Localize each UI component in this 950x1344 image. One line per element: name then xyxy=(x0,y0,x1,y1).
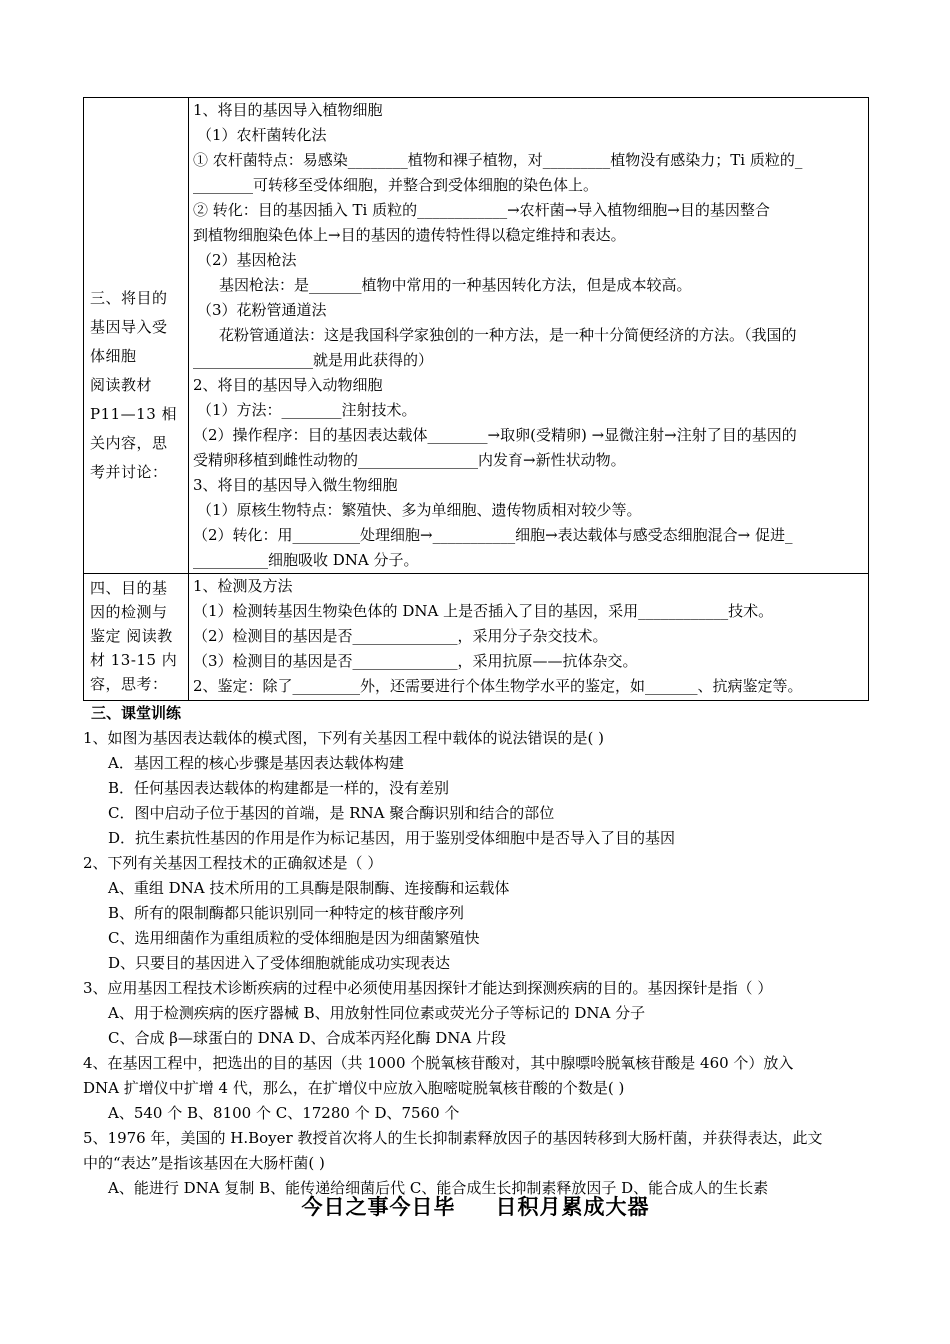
question-2-option: C、选用细菌作为重组质粒的受体细胞是因为细菌繁殖快 xyxy=(108,929,480,947)
content-line: 3、将目的基因导入微生物细胞 xyxy=(193,476,398,494)
question-2-option: A、重组 DNA 技术所用的工具酶是限制酶、连接酶和运载体 xyxy=(108,879,510,897)
question-2: 2、下列有关基因工程技术的正确叙述是（ ） xyxy=(83,854,383,872)
content-line: 受精卵移植到雌性动物的________________内发育→新性状动物。 xyxy=(193,451,626,469)
exercises-section xyxy=(83,701,868,1201)
section-4-label: 材 13-15 内 xyxy=(90,651,178,669)
question-5-options: A、能进行 DNA 复制 B、能传递给细菌后代 C、能合成生长抑制素释放因子 D、能合成人的生长素 xyxy=(108,1179,769,1197)
content-line: （2）检测目的基因是否______________，采用分子杂交技术。 xyxy=(193,627,608,645)
content-line: ________________就是用此获得的） xyxy=(193,351,434,369)
content-line: （3）检测目的基因是否______________，采用抗原——抗体杂交。 xyxy=(193,652,638,670)
section-4-content-cell xyxy=(189,574,869,701)
exercises-heading: 三、课堂训练 xyxy=(91,704,182,722)
section-4-label-cell xyxy=(84,574,189,701)
question-1-option: C．图中启动子位于基因的首端，是 RNA 聚合酶识别和结合的部位 xyxy=(108,804,555,822)
content-line: 1、检测及方法 xyxy=(193,577,293,595)
section-3-label: 基因导入受 xyxy=(90,318,168,336)
content-line: （1）检测转基因生物染色体的 DNA 上是否插入了目的基因，采用____________技术。 xyxy=(193,602,774,620)
motto xyxy=(83,1191,868,1221)
content-line: （3）花粉管通道法 xyxy=(197,301,327,319)
section-4-label: 四、目的基 xyxy=(90,579,168,597)
question-2-option: B、所有的限制酶都只能识别同一种特定的核苷酸序列 xyxy=(108,904,465,922)
content-line: 花粉管通道法：这是我国科学家独创的一种方法，是一种十分简便经济的方法。（我国的 xyxy=(219,326,797,344)
study-table xyxy=(83,97,869,701)
question-3: 3、应用基因工程技术诊断疾病的过程中必须使用基因探针才能达到探测疾病的目的。基因探针是指（ ） xyxy=(83,979,773,997)
content-line: 2、将目的基因导入动物细胞 xyxy=(193,376,383,394)
question-1-option: D．抗生素抗性基因的作用是作为标记基因，用于鉴别受体细胞中是否导入了目的基因 xyxy=(108,829,676,847)
section-3-label: 体细胞 xyxy=(90,347,137,365)
section-4-label: 鉴定 阅读教 xyxy=(90,627,173,645)
section-4-label: 因的检测与 xyxy=(90,603,168,621)
question-3-option: A、用于检测疾病的医疗器械 B、用放射性同位素或荧光分子等标记的 DNA 分子 xyxy=(108,1004,646,1022)
content-line: （1）方法：________注射技术。 xyxy=(197,401,417,419)
question-1-option: A．基因工程的核心步骤是基因表达载体构建 xyxy=(108,754,404,772)
section-3-label: P11—13 相 xyxy=(90,405,178,423)
content-line: 2、鉴定：除了_________外，还需要进行个体生物学水平的鉴定，如_______、抗病鉴定等。 xyxy=(193,677,803,695)
question-4-options: A、540 个 B、8100 个 C、17280 个 D、7560 个 xyxy=(108,1104,460,1122)
content-line: 到植物细胞染色体上→目的基因的遗传特性得以稳定维持和表达。 xyxy=(193,226,626,244)
section-3-label: 考并讨论： xyxy=(90,463,168,481)
question-3-option: C、合成 β—球蛋白的 DNA D、合成苯丙羟化酶 DNA 片段 xyxy=(108,1029,506,1047)
motto-part-2: 日积月累成大器 xyxy=(495,1195,650,1219)
section-3-content-cell xyxy=(189,98,869,574)
question-5-continued: 中的“表达”是指该基因在大肠杆菌( ) xyxy=(83,1154,325,1172)
content-line: （1）农杆菌转化法 xyxy=(197,126,327,144)
section-3-label: 阅读教材 xyxy=(90,376,153,394)
content-line: ② 转化：目的基因插入 Ti 质粒的____________→农杆菌→导入植物细胞→目的基因整合 xyxy=(193,201,770,219)
section-3-label-cell xyxy=(84,98,189,574)
content-line: （1）原核生物特点：繁殖快、多为单细胞、遗传物质相对较少等。 xyxy=(197,501,642,519)
question-4-continued: DNA 扩增仪中扩增 4 代，那么，在扩增仪中应放入胞嘧啶脱氧核苷酸的个数是( ) xyxy=(83,1079,625,1097)
section-3-row xyxy=(84,98,869,574)
content-line: 1、将目的基因导入植物细胞 xyxy=(193,101,383,119)
section-4-label: 容，思考： xyxy=(90,675,168,693)
question-4: 4、在基因工程中，把选出的目的基因（共 1000 个脱氧核苷酸对，其中腺嘌呤脱氧核苷酸是 460 个）放入 xyxy=(83,1054,794,1072)
content-line: （2）基因枪法 xyxy=(197,251,297,269)
content-line: （2）操作程序：目的基因表达载体________→取卵(受精卵) →显微注射→注射了目的基因的 xyxy=(193,426,797,444)
question-2-option: D、只要目的基因进入了受体细胞就能成功实现表达 xyxy=(108,954,451,972)
content-line: __________细胞吸收 DNA 分子。 xyxy=(193,551,419,569)
content-line: ________可转移至受体细胞，并整合到受体细胞的染色体上。 xyxy=(193,176,599,194)
section-3-label: 三、将目的 xyxy=(90,289,168,307)
motto-part-1: 今日之事今日毕 xyxy=(301,1195,456,1219)
worksheet-page xyxy=(83,97,868,1219)
content-line: 基因枪法：是_______植物中常用的一种基因转化方法，但是成本较高。 xyxy=(219,276,692,294)
question-5: 5、1976 年，美国的 H.Boyer 教授首次将人的生长抑制素释放因子的基因转移到大肠杆菌，并获得表达，此文 xyxy=(83,1129,823,1147)
content-line: ① 农杆菌特点：易感染________植物和裸子植物，对_________植物没有感染力；Ti 质粒的_ xyxy=(193,151,803,169)
content-line: （2）转化：用_________处理细胞→___________细胞→表达载体与感受态细胞混合→ 促进_ xyxy=(193,526,793,544)
section-4-row xyxy=(84,574,869,701)
question-1-option: B．任何基因表达载体的构建都是一样的，没有差别 xyxy=(108,779,450,797)
section-3-label: 关内容，思 xyxy=(90,434,168,452)
question-1: 1、如图为基因表达载体的模式图，下列有关基因工程中载体的说法错误的是( ) xyxy=(83,729,605,747)
